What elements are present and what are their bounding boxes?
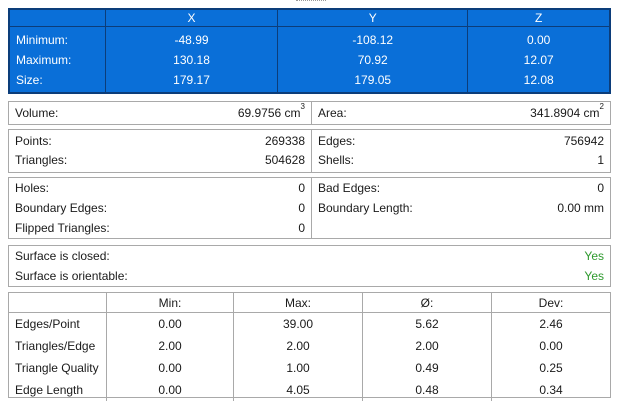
surface-box (8, 245, 611, 287)
stats-row-label: Edges/Point (15, 317, 80, 331)
surface-orientable-label: Surface is orientable: (15, 269, 128, 283)
stats-dev: 0.00 (492, 335, 611, 357)
bad-edges-label: Bad Edges: (318, 181, 381, 195)
dimension-row-labels (10, 27, 106, 93)
column-header-x: X (106, 10, 278, 27)
stats-corner-cell (9, 293, 107, 313)
boundary-length-value: 0.00 mm (557, 201, 604, 215)
surface-closed-value: Yes (584, 249, 604, 263)
points-label: Points: (15, 134, 52, 148)
stats-avg: 0.48 (363, 379, 492, 401)
stats-dev: 0.34 (492, 379, 611, 401)
dimensions-panel (8, 8, 611, 94)
z-size: 12.08 (523, 72, 554, 87)
flipped-triangles-value: 0 (298, 221, 305, 235)
edges-value: 756942 (563, 134, 604, 148)
stats-max: 4.05 (234, 379, 363, 401)
flipped-triangles-label: Flipped Triangles: (15, 221, 110, 235)
stats-row (9, 379, 610, 401)
z-minimum: 0.00 (527, 32, 551, 47)
minimum-label: Minimum: (16, 32, 69, 47)
size-label: Size: (16, 72, 43, 87)
edge-statistics-box (8, 292, 611, 398)
x-size: 179.17 (173, 72, 210, 87)
panel-resize-grip[interactable] (296, 0, 326, 4)
counts-box (8, 129, 611, 173)
stats-max: 39.00 (234, 313, 363, 336)
stats-min: 0.00 (107, 379, 234, 401)
z-maximum: 12.07 (523, 52, 554, 67)
stats-dev: 2.46 (492, 313, 611, 336)
edge-statistics-table (9, 293, 610, 401)
area-value: 341.8904 $cm^2$ (530, 102, 604, 120)
stats-row-label: Edge Length (15, 383, 84, 397)
boundary-edges-label: Boundary Edges: (15, 201, 108, 215)
triangles-value: 504628 (264, 153, 305, 167)
surface-orientable-value: Yes (584, 269, 604, 283)
holes-label: Holes: (15, 181, 50, 195)
stats-min: 0.00 (107, 357, 234, 379)
stats-header-dev: Dev: (492, 293, 611, 313)
holes-value: 0 (298, 181, 305, 195)
x-maximum: 130.18 (173, 52, 210, 67)
stats-row (9, 357, 610, 379)
points-value: 269338 (264, 134, 305, 148)
stats-row (9, 335, 610, 357)
stats-dev: 0.25 (492, 357, 611, 379)
volume-value: 69.9756 $cm^3$ (237, 102, 305, 120)
surface-closed-label: Surface is closed: (15, 249, 110, 263)
x-values (106, 27, 278, 93)
stats-avg: 5.62 (363, 313, 492, 336)
edges-label: Edges: (318, 134, 356, 148)
y-values (278, 27, 468, 93)
volume-area-box (8, 101, 611, 125)
z-values (468, 27, 610, 93)
column-header-y: Y (278, 10, 468, 27)
dimensions-table (9, 9, 610, 93)
volume-label: Volume: (15, 106, 59, 120)
boundary-length-label: Boundary Length: (318, 201, 413, 215)
defects-box (8, 177, 611, 239)
stats-avg: 0.49 (363, 357, 492, 379)
stats-header-max: Max: (234, 293, 363, 313)
stats-max: 2.00 (234, 335, 363, 357)
bad-edges-value: 0 (597, 181, 604, 195)
stats-row-label: Triangle Quality (15, 361, 99, 375)
shells-label: Shells: (318, 153, 355, 167)
x-minimum: -48.99 (174, 32, 209, 47)
corner-cell (10, 10, 106, 27)
stats-max: 1.00 (234, 357, 363, 379)
stats-header-avg: Ø: (363, 293, 492, 313)
stats-min: 2.00 (107, 335, 234, 357)
boundary-edges-value: 0 (298, 201, 305, 215)
y-maximum: 70.92 (357, 52, 388, 67)
triangles-label: Triangles: (15, 153, 68, 167)
maximum-label: Maximum: (16, 52, 72, 67)
stats-avg: 2.00 (363, 335, 492, 357)
y-minimum: -108.12 (352, 32, 394, 47)
area-label: Area: (318, 106, 347, 120)
stats-min: 0.00 (107, 313, 234, 336)
column-header-z: Z (468, 10, 610, 27)
y-size: 179.05 (354, 72, 392, 87)
stats-header-min: Min: (107, 293, 234, 313)
stats-row-label: Triangles/Edge (15, 339, 96, 353)
shells-value: 1 (597, 153, 604, 167)
stats-row (9, 313, 610, 336)
